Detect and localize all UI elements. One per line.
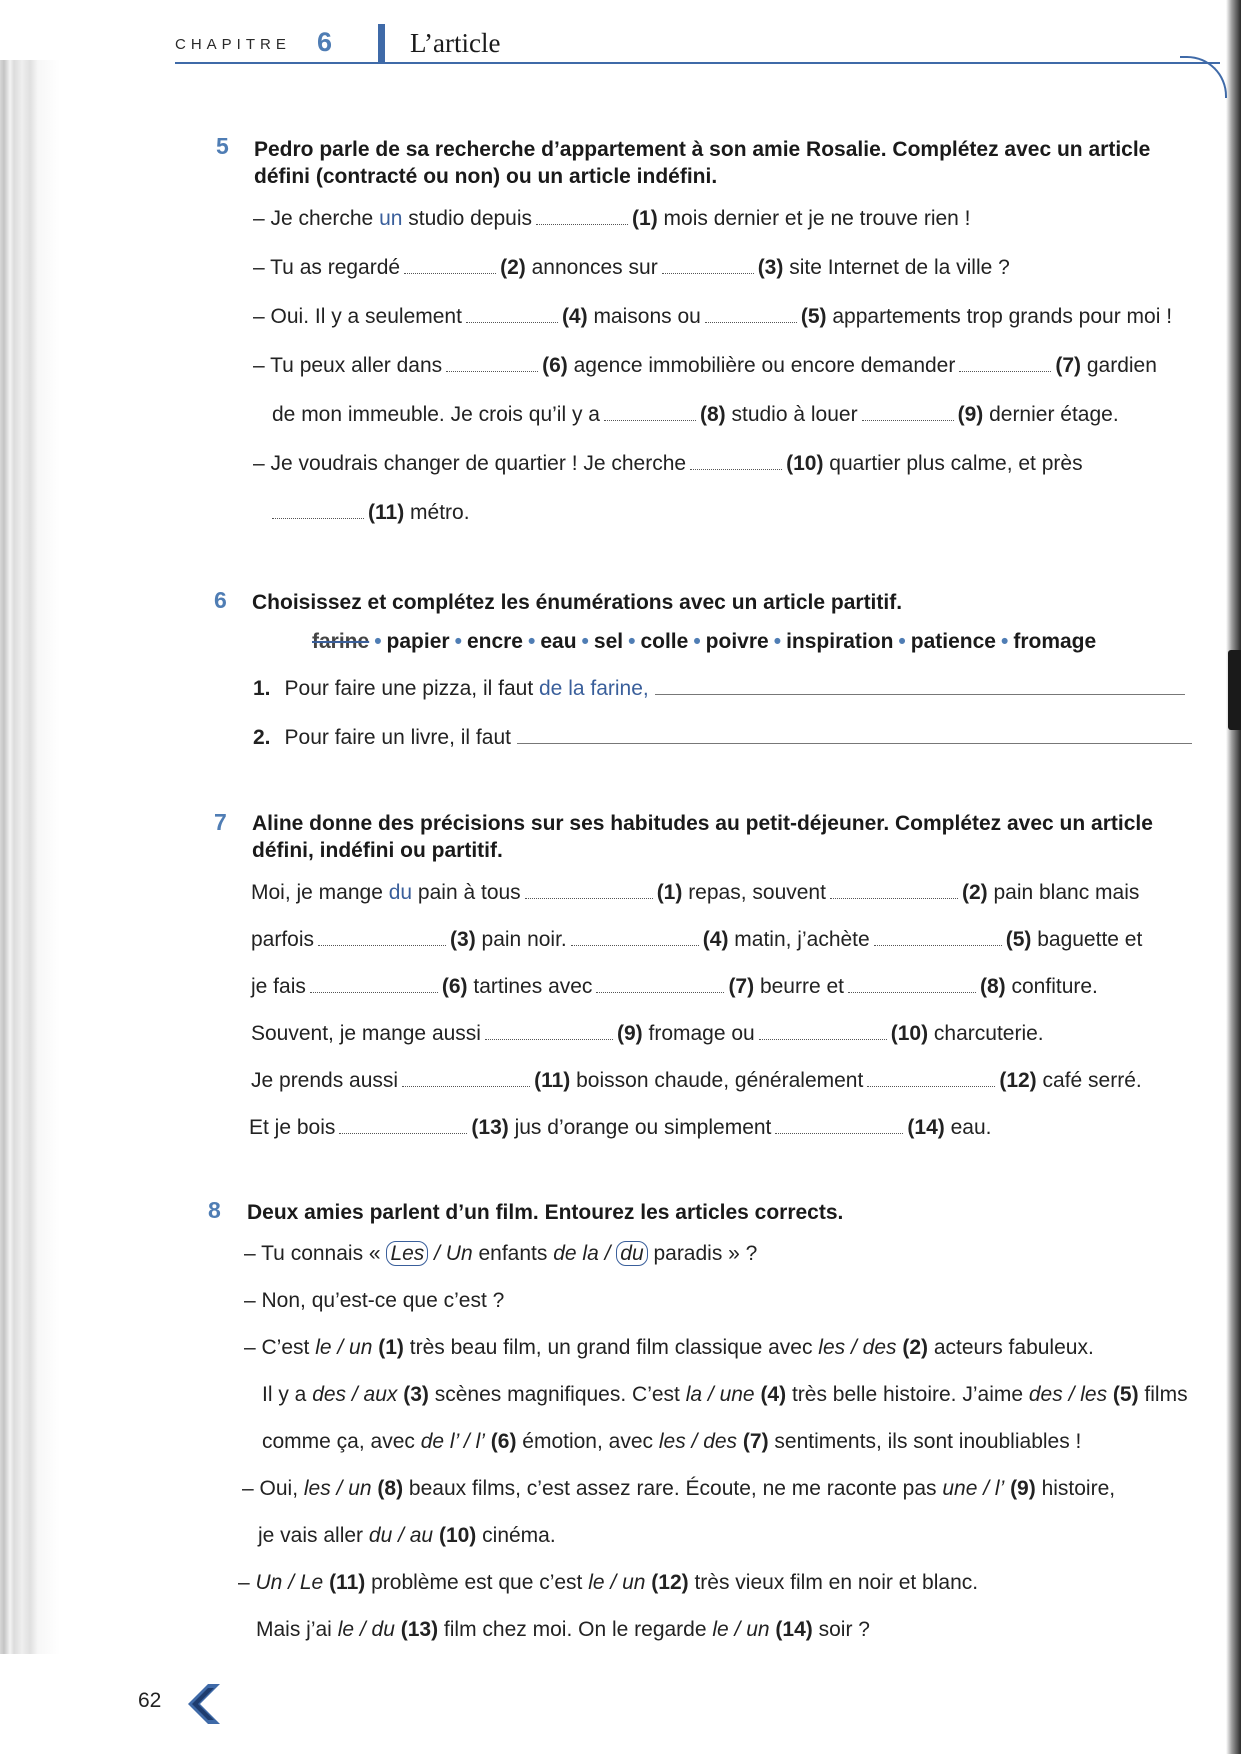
blank-8[interactable] <box>848 992 976 993</box>
option-4[interactable]: la / une <box>685 1383 755 1406</box>
text: Et je bois <box>249 1116 336 1139</box>
exercise-5-number: 5 <box>216 133 229 159</box>
choice-number: (10) <box>433 1524 477 1547</box>
answer-line-1[interactable] <box>655 694 1185 695</box>
option-10[interactable]: du / au <box>368 1524 434 1547</box>
text: beurre et <box>754 975 844 998</box>
ex7-line-4 <box>251 1022 1044 1046</box>
option-9[interactable]: une / l’ <box>942 1477 1005 1500</box>
text: – Oui, <box>242 1477 304 1500</box>
bullet: • <box>693 630 701 653</box>
blank-7[interactable] <box>959 371 1051 372</box>
blank-1[interactable] <box>536 224 628 225</box>
blank-12[interactable] <box>867 1086 995 1087</box>
text: quartier plus calme, et près <box>823 452 1083 475</box>
bullet: • <box>628 630 636 653</box>
exercise-5-instruction: Pedro parle de sa recherche d’appartement à son amie Rosalie. Complétez avec un article défini (contracté ou non) ou un article indéfini. <box>254 138 1151 188</box>
blank-3[interactable] <box>318 945 446 946</box>
text: tartines avec <box>467 975 593 998</box>
item-number: 2. <box>253 726 271 749</box>
ex8-line-9 <box>256 1618 870 1642</box>
ex8-line-5 <box>262 1430 1081 1454</box>
choice-number: (11) <box>323 1571 366 1594</box>
blank-number: (10) <box>890 1022 929 1045</box>
answer-line-2[interactable] <box>517 743 1192 744</box>
text: très belle histoire. J’aime <box>786 1383 1029 1406</box>
text: site Internet de la ville ? <box>783 256 1010 279</box>
chevron-left-icon <box>184 1682 224 1732</box>
book-spine-shadow <box>0 60 60 1654</box>
option[interactable]: / Un <box>428 1242 473 1265</box>
text: annonces sur <box>525 256 658 279</box>
ex5-line-7 <box>272 501 470 525</box>
ex7-line-3 <box>251 975 1098 999</box>
choice-number: (9) <box>1004 1477 1036 1500</box>
blank-number: (3) <box>450 928 476 951</box>
circled-choice[interactable]: Les <box>386 1241 428 1266</box>
blank-4[interactable] <box>466 322 558 323</box>
ex5-line-3 <box>253 305 1172 329</box>
ex5-line-2 <box>253 256 1010 280</box>
choice-number: (2) <box>896 1336 929 1359</box>
bullet: • <box>773 630 782 653</box>
option-12[interactable]: le / un <box>588 1571 646 1594</box>
ex8-line-4 <box>262 1383 1188 1407</box>
text: pain noir. <box>475 928 567 951</box>
blank-11[interactable] <box>272 518 364 519</box>
item-number: 1. <box>253 677 271 700</box>
bullet: • <box>898 630 906 653</box>
text: dernier étage. <box>983 403 1119 426</box>
option[interactable]: de la / <box>553 1242 617 1265</box>
blank-4[interactable] <box>571 945 699 946</box>
word-colle: colle <box>640 630 689 653</box>
blank-number: (1) <box>632 207 658 230</box>
text: – Tu connais « <box>244 1242 387 1265</box>
choice-number: (4) <box>754 1383 787 1406</box>
blank-number: (5) <box>800 305 827 328</box>
text: films <box>1138 1383 1188 1406</box>
blank-14[interactable] <box>775 1133 903 1134</box>
circled-choice[interactable]: du <box>616 1241 647 1266</box>
option-14[interactable]: le / un <box>712 1618 770 1641</box>
blank-7[interactable] <box>596 992 724 993</box>
word-fromage: fromage <box>1013 630 1097 653</box>
ex5-line-4 <box>253 354 1157 378</box>
text: baguette et <box>1031 928 1143 951</box>
text: agence immobilière ou encore demander <box>567 354 956 377</box>
blank-number: (7) <box>728 975 755 998</box>
blank-number: (5) <box>1005 928 1032 951</box>
ex7-line-1 <box>251 881 1139 905</box>
word-eau: eau <box>540 630 577 653</box>
blank-6[interactable] <box>310 992 438 993</box>
exercise-7-number: 7 <box>214 809 227 835</box>
choice-number: (7) <box>737 1430 769 1453</box>
text: eau. <box>944 1116 992 1139</box>
option-5[interactable]: des / les <box>1028 1383 1108 1406</box>
blank-9[interactable] <box>862 420 954 421</box>
page-tab-marker <box>1228 650 1241 730</box>
ex7-line-6 <box>249 1116 991 1140</box>
choice-number: (1) <box>372 1336 404 1359</box>
ex8-line-2: – Non, qu’est-ce que c’est ? <box>244 1289 505 1312</box>
word-inspiration: inspiration <box>786 630 894 653</box>
choice-number: (13) <box>394 1618 439 1641</box>
blank-10[interactable] <box>690 469 782 470</box>
text: matin, j’achète <box>728 928 870 951</box>
bullet: • <box>1000 630 1009 653</box>
blank-8[interactable] <box>604 420 696 421</box>
blank-6[interactable] <box>446 371 538 372</box>
text: comme ça, avec <box>262 1430 421 1453</box>
blank-number: (2) <box>500 256 526 279</box>
blank-number: (3) <box>757 256 784 279</box>
text: Mais j’ai <box>256 1618 338 1641</box>
text: repas, souvent <box>682 881 826 904</box>
option-2[interactable]: les / des <box>818 1336 897 1359</box>
text: cinéma. <box>476 1524 556 1547</box>
blank-5[interactable] <box>874 945 1002 946</box>
text: émotion, avec <box>516 1430 659 1453</box>
blank-number: (13) <box>471 1116 509 1139</box>
blank-2[interactable] <box>830 898 958 899</box>
word-papier: papier <box>386 630 450 653</box>
choice-number: (3) <box>397 1383 429 1406</box>
text: enfants <box>472 1242 554 1265</box>
blank-number: (11) <box>368 501 405 524</box>
text: fromage ou <box>642 1022 755 1045</box>
text: café serré. <box>1036 1069 1142 1092</box>
text: appartements trop grands pour moi ! <box>826 305 1173 328</box>
header-rule <box>175 62 1220 64</box>
text: paradis » ? <box>647 1242 758 1265</box>
bullet: • <box>374 630 382 653</box>
text: pain à tous <box>412 881 521 904</box>
text: gardien <box>1081 354 1157 377</box>
ex6-item-1 <box>253 677 1196 701</box>
blank-13[interactable] <box>339 1133 467 1134</box>
blank-number: (8) <box>699 403 726 426</box>
choice-number: (6) <box>484 1430 517 1453</box>
word-farine: farine <box>312 630 370 653</box>
ex7-line-2 <box>251 928 1142 952</box>
blank-number: (4) <box>561 305 588 328</box>
text: acteurs fabuleux. <box>928 1336 1094 1359</box>
word-sel: sel <box>593 630 624 653</box>
ex8-line-3 <box>244 1336 1094 1360</box>
exercise-6-instruction: Choisissez et complétez les énumérations avec un article partitif. <box>252 591 903 614</box>
text: Je prends aussi <box>251 1069 399 1092</box>
blank-1[interactable] <box>525 898 653 899</box>
blank-number: (7) <box>1055 354 1082 377</box>
text: problème est que c’est <box>365 1571 589 1594</box>
text: très beau film, un grand film classique avec <box>403 1336 819 1359</box>
blank-9[interactable] <box>485 1039 613 1040</box>
text: très vieux film en noir et blanc. <box>688 1571 979 1594</box>
ex5-line-1 <box>253 207 971 231</box>
text: – Je voudrais changer de quartier ! Je cherche <box>253 452 687 475</box>
text: pain blanc mais <box>987 881 1140 904</box>
exercise-6-number: 6 <box>214 587 227 613</box>
blank-number: (9) <box>957 403 984 426</box>
text: je fais <box>251 975 306 998</box>
choice-number: (5) <box>1107 1383 1139 1406</box>
exercise-7-instruction: Aline donne des précisions sur ses habitudes au petit-déjeuner. Complétez avec un article défini, indéfini ou partitif. <box>252 812 1153 862</box>
blank-number: (14) <box>907 1116 945 1139</box>
text: Pour faire un livre, il faut <box>284 726 511 749</box>
ex5-line-6 <box>253 452 1083 476</box>
text: – Oui. Il y a seulement <box>253 305 462 328</box>
chapter-divider-bar <box>378 24 385 64</box>
text: studio à louer <box>725 403 858 426</box>
option-11[interactable]: Un / Le <box>255 1571 324 1594</box>
example-answer: un <box>379 207 403 230</box>
exercise-8-number: 8 <box>208 1197 221 1223</box>
page-edge-shadow <box>1226 0 1241 1754</box>
blank-number: (8) <box>980 975 1006 998</box>
text: Moi, je mange <box>251 881 389 904</box>
text: métro. <box>404 501 470 524</box>
text: – <box>238 1571 256 1594</box>
text: – C’est <box>244 1336 316 1359</box>
exercise-8-instruction: Deux amies parlent d’un film. Entourez les articles corrects. <box>247 1201 844 1224</box>
ex5-line-5 <box>272 403 1119 427</box>
text: boisson chaude, généralement <box>570 1069 864 1092</box>
blank-11[interactable] <box>402 1086 530 1087</box>
blank-number: (9) <box>616 1022 643 1045</box>
blank-number: (1) <box>656 881 683 904</box>
text: parfois <box>251 928 315 951</box>
blank-5[interactable] <box>705 322 797 323</box>
text: de mon immeuble. Je crois qu’il y a <box>272 403 600 426</box>
option-1[interactable]: le / un <box>315 1336 373 1359</box>
choice-number: (14) <box>769 1618 813 1641</box>
option-3[interactable]: des / aux <box>312 1383 398 1406</box>
option-13[interactable]: le / du <box>337 1618 395 1641</box>
blank-2[interactable] <box>404 273 496 274</box>
ex7-line-5 <box>251 1069 1142 1093</box>
text: maisons ou <box>587 305 701 328</box>
option-7[interactable]: les / des <box>658 1430 738 1453</box>
bullet: • <box>454 630 462 653</box>
text: studio depuis <box>402 207 533 230</box>
choice-number: (12) <box>645 1571 689 1594</box>
text: jus d’orange ou simplement <box>508 1116 772 1139</box>
blank-3[interactable] <box>662 273 754 274</box>
option-8[interactable]: les / un <box>303 1477 372 1500</box>
bullet: • <box>581 630 589 653</box>
word-poivre: poivre <box>705 630 769 653</box>
ex8-line-1 <box>244 1242 757 1266</box>
text: – Je cherche <box>253 207 380 230</box>
text: beaux films, c’est assez rare. Écoute, ne me raconte pas <box>403 1477 943 1500</box>
option-6[interactable]: de l’ / l’ <box>420 1430 485 1453</box>
chapter-title: L’article <box>410 28 501 58</box>
word-bank <box>312 630 1096 654</box>
blank-number: (6) <box>441 975 468 998</box>
ex6-item-2 <box>253 726 1196 750</box>
example-answer: de la farine, <box>539 677 649 700</box>
ex8-line-7 <box>258 1524 556 1548</box>
example-answer: du <box>388 881 413 904</box>
text: je vais aller <box>258 1524 369 1547</box>
blank-number: (4) <box>702 928 729 951</box>
choice-number: (8) <box>371 1477 404 1500</box>
chapter-number: 6 <box>317 27 333 57</box>
text: sentiments, ils sont inoubliables ! <box>768 1430 1082 1453</box>
word-encre: encre <box>466 630 523 653</box>
text: scènes magnifiques. C’est <box>428 1383 686 1406</box>
text: mois dernier et je ne trouve rien ! <box>657 207 971 230</box>
word-patience: patience <box>910 630 996 653</box>
blank-number: (6) <box>542 354 568 377</box>
text: charcuterie. <box>928 1022 1044 1045</box>
text: Pour faire une pizza, il faut <box>284 677 539 700</box>
text: Il y a <box>262 1383 313 1406</box>
page-number: 62 <box>138 1689 162 1712</box>
blank-number: (2) <box>961 881 988 904</box>
text: confiture. <box>1005 975 1098 998</box>
text: film chez moi. On le regarde <box>438 1618 713 1641</box>
blank-10[interactable] <box>759 1039 887 1040</box>
text: histoire, <box>1035 1477 1116 1500</box>
chapter-label: CHAPITRE <box>175 36 291 53</box>
bullet: • <box>527 630 536 653</box>
blank-number: (12) <box>999 1069 1037 1092</box>
ex8-line-8 <box>238 1571 978 1595</box>
text: Souvent, je mange aussi <box>251 1022 481 1045</box>
blank-number: (11) <box>534 1069 571 1092</box>
ex8-line-6 <box>242 1477 1115 1501</box>
text: – Tu as regardé <box>253 256 401 279</box>
text: – Tu peux aller dans <box>253 354 443 377</box>
text: soir ? <box>812 1618 870 1641</box>
blank-number: (10) <box>786 452 824 475</box>
